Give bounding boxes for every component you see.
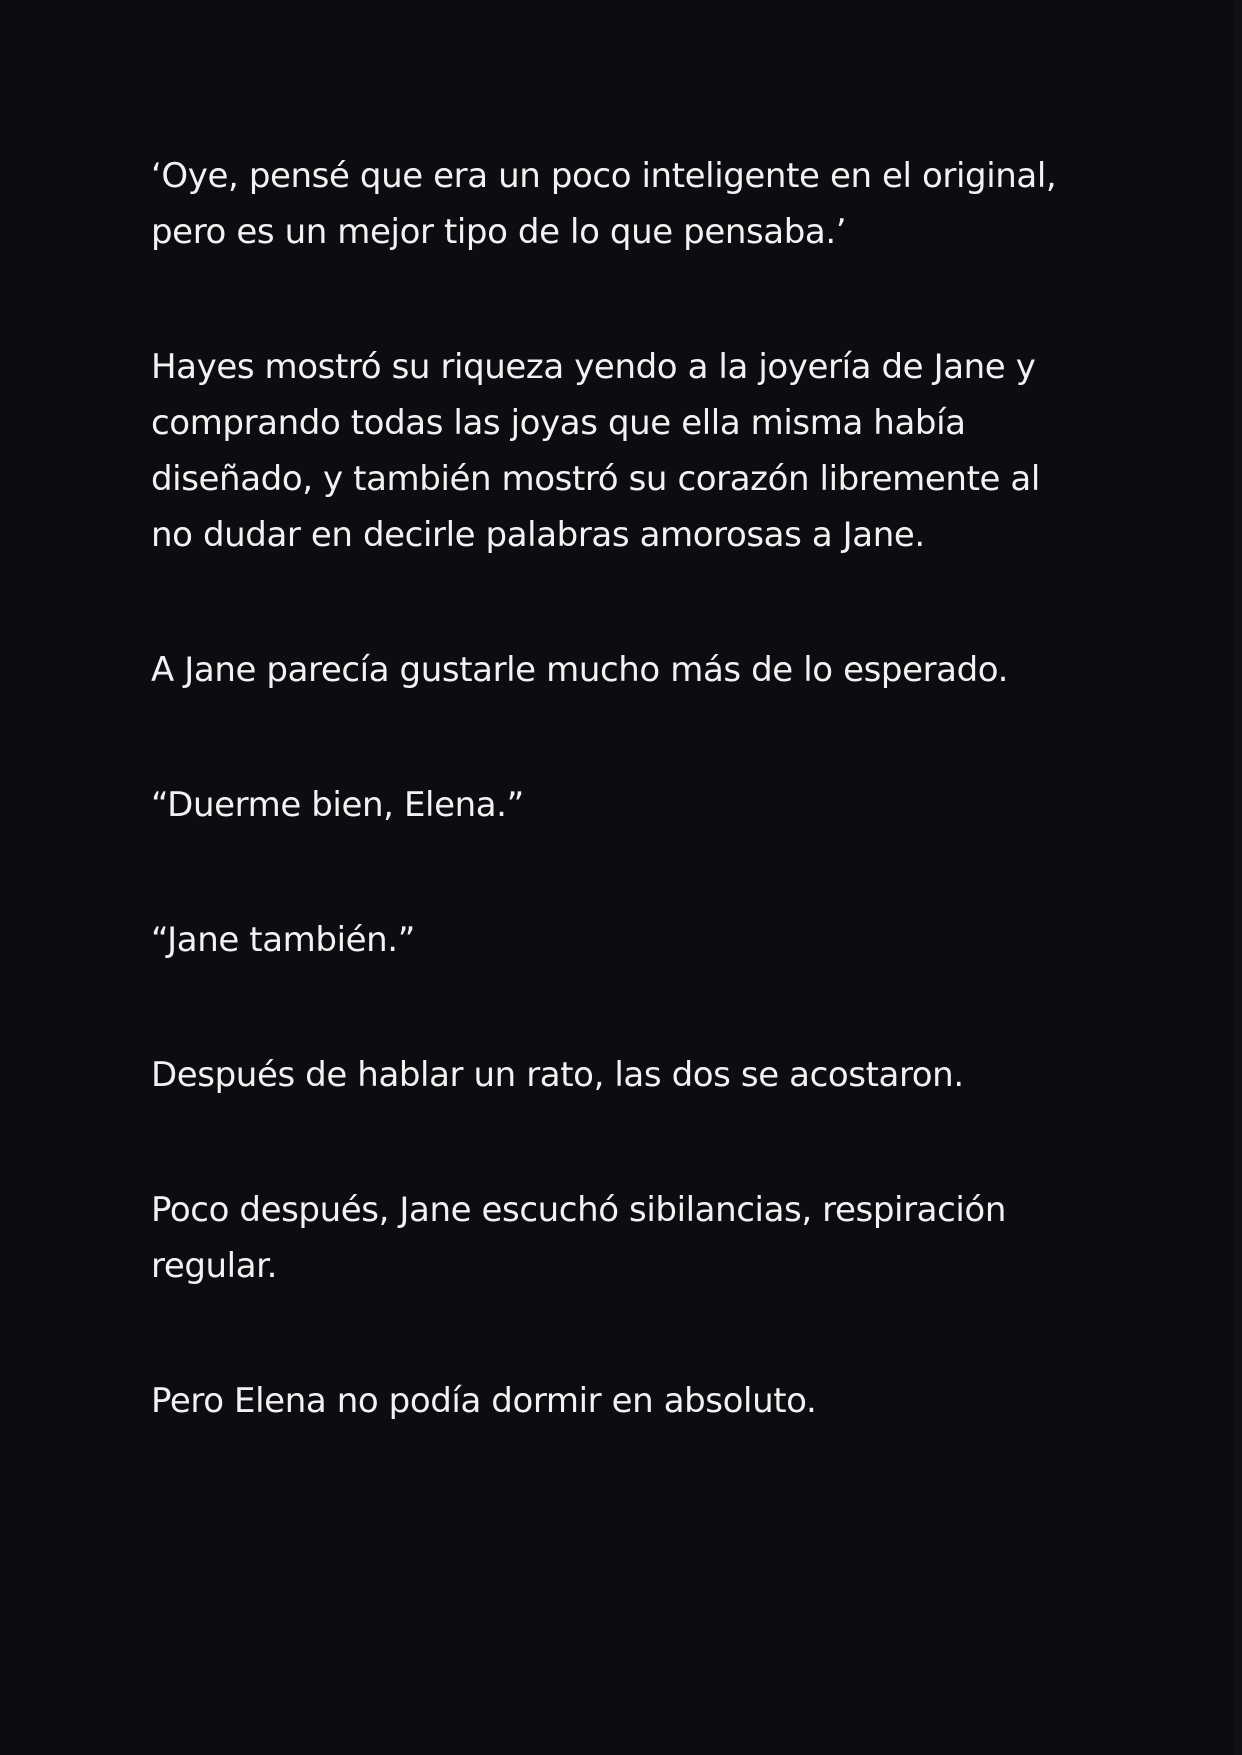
page-edge <box>1234 0 1242 1755</box>
paragraph-1: ‘Oye, pensé que era un poco inteligente en el original, pero es un mejor tipo de lo que pensaba.’ <box>151 156 1057 252</box>
paragraph-4: “Duerme bien, Elena.” <box>151 785 524 825</box>
paragraph-7: Poco después, Jane escuchó sibilancias, respiración regular. <box>151 1190 1006 1286</box>
paragraph-5: “Jane también.” <box>151 920 415 960</box>
paragraph-8: Pero Elena no podía dormir en absoluto. <box>151 1381 817 1421</box>
paragraph-3: A Jane parecía gustarle mucho más de lo esperado. <box>151 650 1009 690</box>
paragraph-6: Después de hablar un rato, las dos se acostaron. <box>151 1055 964 1095</box>
chapter-text <box>151 148 1091 1429</box>
paragraph-2: Hayes mostró su riqueza yendo a la joyería de Jane y comprando todas las joyas que ella misma había diseñado, y también mostró su corazón libremente al no dudar en decirle palabras amorosas a Jane. <box>151 347 1040 555</box>
